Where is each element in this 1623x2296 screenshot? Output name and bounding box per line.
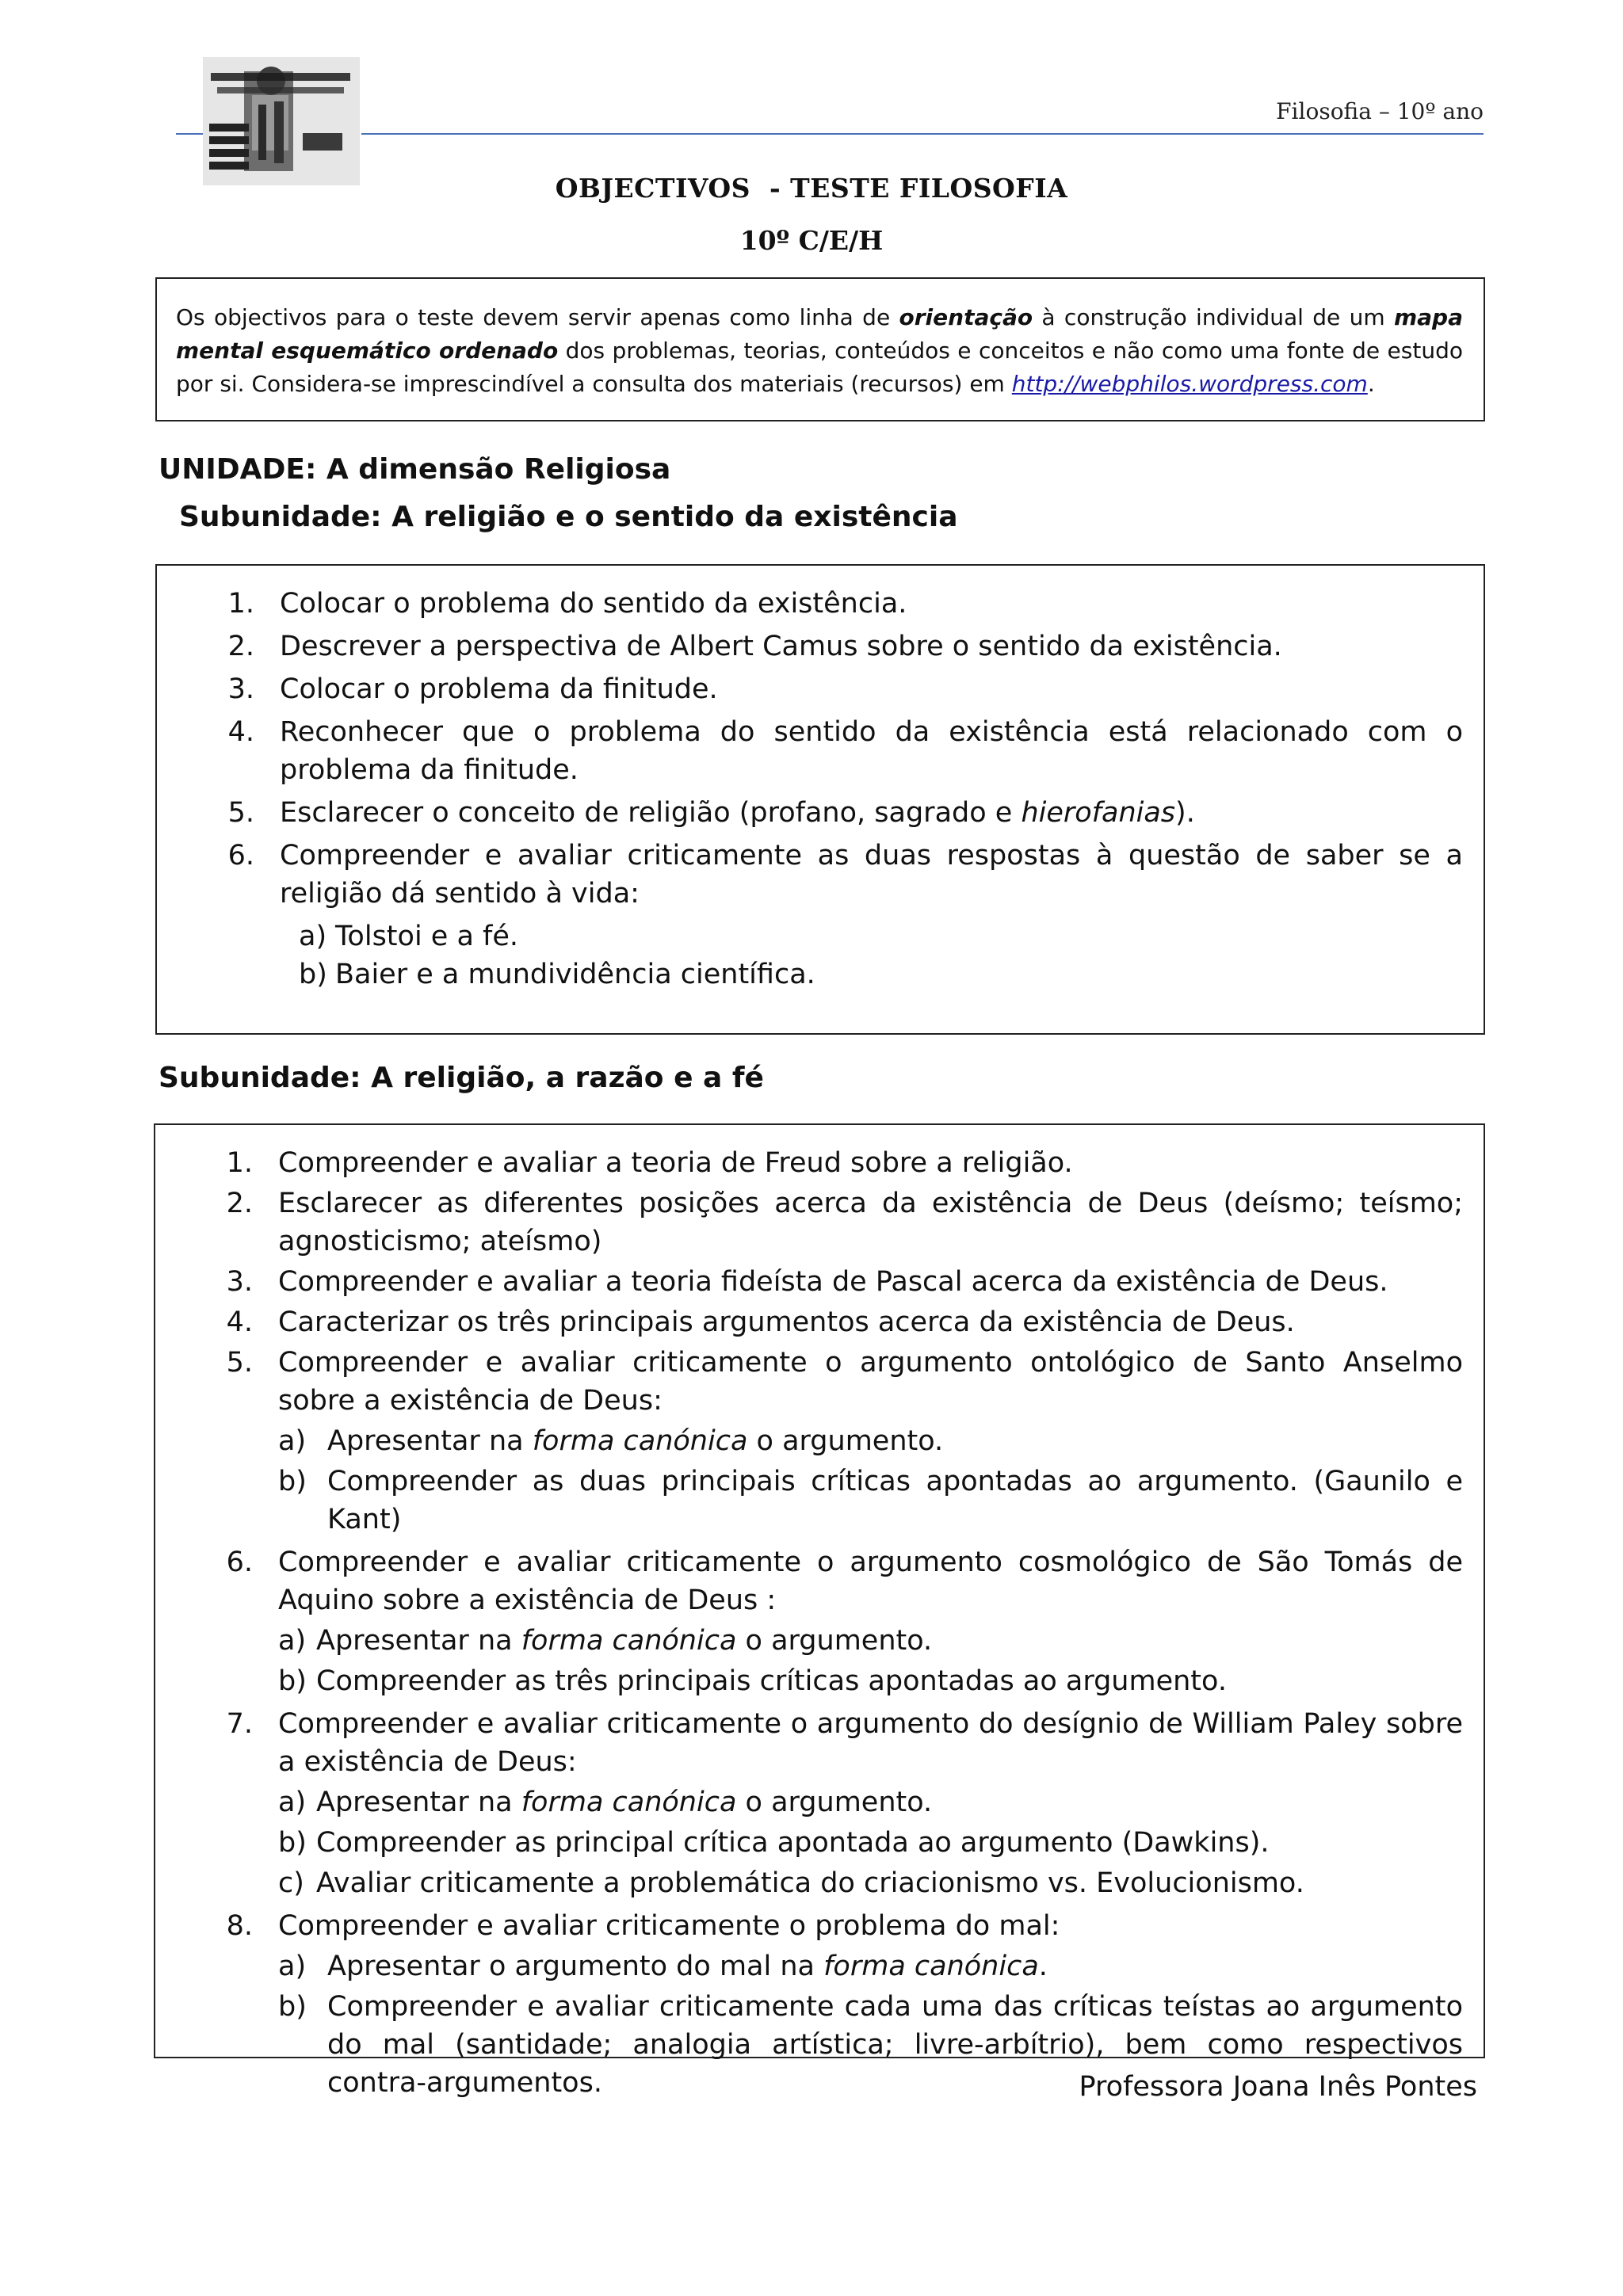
sub-objectives-list [278,1622,1463,1700]
objectives-list [157,585,1484,994]
objective-main-text: Compreender e avaliar criticamente as duas respostas à questão de saber se a religião dá sentido à vida: [280,840,1463,910]
sub-objective-item [278,1463,1463,1539]
sub-objective-item [278,1662,1463,1700]
text-emphasis: forma canónica [521,1625,737,1657]
text-part: ). [1175,797,1195,829]
objective-item [155,1543,1463,1703]
text-part: o argumento. [736,1625,933,1657]
subunit-title: Subunidade: A religião, a razão e a fé [158,1062,764,1094]
objective-text [280,585,1463,623]
school-logo-image [203,57,360,185]
sub-objective-letter: a) [278,1425,307,1457]
objective-item [155,1344,1463,1541]
sub-objective-text [327,1422,1463,1460]
sub-objective-letter: a) [278,1625,307,1657]
sub-objective-text: Tolstoi e a fé. [335,921,519,952]
sub-objective-letter: a) [278,1787,307,1818]
objective-main-text: Esclarecer as diferentes posições acerca da existência de Deus (deísmo; teísmo; agnosticismo; ateísmo) [278,1188,1463,1257]
objective-main-text: Compreender e avaliar criticamente o argumento ontológico de Santo Anselmo sobre a existência de Deus: [278,1347,1463,1417]
sub-objective-item [299,955,1463,994]
sub-objectives-list [280,917,1463,994]
objective-text [280,627,1463,666]
objective-number: 7. [226,1708,253,1740]
objective-text [280,837,1463,994]
text-part: . [1038,1951,1048,1982]
sub-objective-text [316,1622,1463,1660]
sub-objective-letter: a) [278,1951,307,1982]
document-subtitle: 10º C/E/H [739,225,884,256]
objective-number: 3. [226,1266,253,1298]
objective-text [280,670,1463,708]
objectives-list [155,1144,1484,2104]
objective-main-text: Compreender e avaliar criticamente o argumento do desígnio de William Paley sobre a existência de Deus: [278,1708,1463,1778]
objective-number: 1. [227,588,254,620]
text-part: Apresentar na [316,1625,521,1657]
sub-objective-letter: c) [278,1867,304,1899]
objective-item [155,1184,1463,1261]
objective-number: 4. [226,1306,253,1338]
intro-text: à construção individual de um [1033,304,1394,330]
header-rule [361,133,1484,135]
sub-objective-letter: b) [278,1466,307,1497]
text-part: o argumento. [736,1787,933,1818]
document-title: OBJECTIVOS - TESTE FILOSOFIA [555,173,1068,204]
sub-objective-text [327,1947,1463,1985]
objective-number: 5. [226,1347,253,1379]
sub-objective-item [278,1864,1463,1902]
objectives-box [155,564,1485,1035]
objective-text [278,1344,1463,1541]
objective-number: 1. [226,1147,253,1179]
objective-main-text: Caracterizar os três principais argumentos acerca da existência de Deus. [278,1306,1295,1338]
objective-text [280,794,1463,832]
objective-text [278,1705,1463,1905]
intro-text: . [1367,371,1375,397]
intro-text: dos problemas, teorias, conteúdos e conceitos e não como uma fonte de estudo por si. Considera-se imprescindível a consulta dos materiais (recursos) em [176,338,1464,397]
objective-number: 2. [227,631,254,662]
sub-objective-text: Compreender as duas principais críticas apontadas ao argumento. (Gaunilo e Kant) [327,1466,1463,1535]
objective-item [157,713,1463,789]
objective-main-text: Compreender e avaliar a teoria de Freud sobre a religião. [278,1147,1073,1179]
objective-text [280,713,1463,789]
objective-item [155,1705,1463,1905]
objective-item [157,670,1463,708]
header-rule [176,133,203,135]
sub-objective-letter: b) [278,1827,307,1859]
sub-objective-letter: a) [299,921,327,952]
text-emphasis: forma canónica [521,1787,737,1818]
objective-item [157,794,1463,832]
intro-emphasis: mapa mental esquemático ordenado [176,304,1463,364]
objective-text [278,1543,1463,1703]
objective-main-text [280,797,1195,829]
objective-text [278,1184,1463,1261]
text-emphasis: hierofanias [1021,797,1176,829]
school-logo [203,57,360,185]
sub-objective-item [278,1622,1463,1660]
unit-title: UNIDADE: A dimensão Religiosa [158,453,671,486]
objective-item [157,585,1463,623]
objective-number: 5. [227,797,254,829]
text-emphasis: forma canónica [823,1951,1039,1982]
sub-objective-item [278,1824,1463,1862]
objective-number: 3. [227,673,254,705]
sub-objective-text: Avaliar criticamente a problemática do criacionismo vs. Evolucionismo. [316,1867,1304,1899]
objective-item [155,1144,1463,1182]
objective-text [278,1303,1463,1341]
subunit-title: Subunidade: A religião e o sentido da existência [179,501,958,533]
resources-link[interactable]: http://webphilos.wordpress.com [1011,371,1368,397]
objective-item [157,837,1463,994]
objective-number: 2. [226,1188,253,1219]
intro-emphasis: orientação [899,304,1033,330]
sub-objective-item [278,1947,1463,1985]
text-part: Apresentar na [327,1425,533,1457]
objective-main-text: Descrever a perspectiva de Albert Camus sobre o sentido da existência. [280,631,1282,662]
text-part: Apresentar o argumento do mal na [327,1951,824,1982]
header-course-label: Filosofia – 10º ano [1276,98,1484,124]
objective-item [155,1263,1463,1301]
objective-main-text: Reconhecer que o problema do sentido da existência está relacionado com o problema da finitude. [280,716,1463,786]
objective-item [157,627,1463,666]
intro-text: Os objectivos para o teste devem servir apenas como linha de [176,304,899,330]
objective-number: 6. [227,840,254,871]
teacher-signature: Professora Joana Inês Pontes [1079,2071,1477,2103]
sub-objective-letter: b) [278,1991,307,2023]
sub-objective-text [316,1783,1463,1821]
objective-number: 6. [226,1547,253,1578]
intro-box [155,277,1485,421]
objective-main-text: Colocar o problema do sentido da existência. [280,588,907,620]
text-part: Esclarecer o conceito de religião (profano, sagrado e [280,797,1022,829]
sub-objective-text: Baier e a mundividência científica. [335,959,815,990]
text-part: o argumento. [747,1425,944,1457]
sub-objectives-list [278,1783,1463,1902]
sub-objective-text: Compreender e avaliar criticamente cada uma das críticas teístas ao argumento do mal (santidade; analogia artística; livre-arbítrio), bem como respectivos contra-argumentos. [327,1991,1463,2099]
objective-number: 8. [226,1910,253,1942]
text-part: Apresentar na [316,1787,521,1818]
sub-objective-letter: b) [299,959,327,990]
sub-objectives-list [278,1422,1463,1539]
objective-main-text: Colocar o problema da finitude. [280,673,718,705]
sub-objective-text: Compreender as três principais críticas apontadas ao argumento. [316,1665,1227,1697]
objective-text [278,1144,1463,1182]
objective-number: 4. [227,716,254,748]
sub-objective-item [278,1783,1463,1821]
sub-objective-letter: b) [278,1665,307,1697]
text-emphasis: forma canónica [532,1425,748,1457]
objective-item [155,1303,1463,1341]
objective-main-text: Compreender e avaliar criticamente o problema do mal: [278,1910,1060,1942]
objective-text [278,1263,1463,1301]
sub-objective-item [278,1422,1463,1460]
objective-main-text: Compreender e avaliar a teoria fideísta de Pascal acerca da existência de Deus. [278,1266,1388,1298]
objective-main-text: Compreender e avaliar criticamente o argumento cosmológico de São Tomás de Aquino sobre a existência de Deus : [278,1547,1463,1616]
sub-objective-item [299,917,1463,955]
sub-objective-text: Compreender as principal crítica apontada ao argumento (Dawkins). [316,1827,1270,1859]
